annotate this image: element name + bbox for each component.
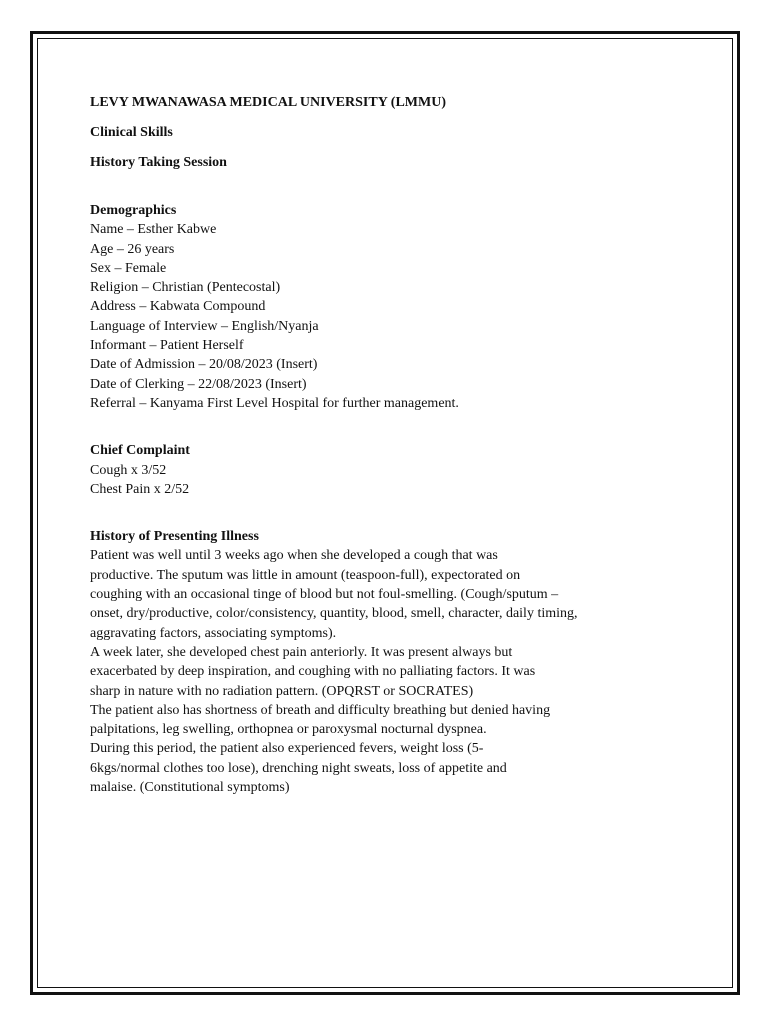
hpi-line: sharp in nature with no radiation pattern. (OPQRST or SOCRATES)	[90, 683, 474, 699]
hpi-line: During this period, the patient also experienced fevers, weight loss (5-	[90, 741, 484, 757]
course-title: Clinical Skills	[90, 125, 173, 140]
chief-complaint-heading: Chief Complaint	[90, 443, 190, 459]
document-body	[90, 93, 630, 797]
hpi-line: productive. The sputum was little in amount (teaspoon-full), expectorated on	[90, 567, 521, 583]
demographics-name: Name – Esther Kabwe	[90, 222, 217, 238]
hpi-section	[90, 527, 630, 797]
hpi-line: malaise. (Constitutional symptoms)	[90, 780, 290, 796]
chief-complaint-item: Chest Pain x 2/52	[90, 481, 190, 497]
demographics-language: Language of Interview – English/Nyanja	[90, 318, 319, 334]
hpi-line: Patient was well until 3 weeks ago when she developed a cough that was	[90, 548, 498, 564]
demographics-age: Age – 26 years	[90, 241, 175, 257]
demographics-informant: Informant – Patient Herself	[90, 338, 244, 354]
university-title: LEVY MWANAWASA MEDICAL UNIVERSITY (LMMU)	[90, 95, 446, 110]
demographics-section	[90, 201, 630, 413]
demographics-referral: Referral – Kanyama First Level Hospital for further management.	[90, 395, 459, 411]
hpi-line: onset, dry/productive, color/consistency, quantity, blood, smell, character, daily timing,	[90, 606, 578, 622]
hpi-line: aggravating factors, associating symptoms).	[90, 625, 337, 641]
hpi-line: A week later, she developed chest pain anteriorly. It was present always but	[90, 644, 513, 660]
demographics-religion: Religion – Christian (Pentecostal)	[90, 280, 281, 296]
chief-complaint-section	[90, 441, 630, 499]
hpi-line: palpitations, leg swelling, orthopnea or paroxysmal nocturnal dyspnea.	[90, 722, 487, 738]
chief-complaint-item: Cough x 3/52	[90, 462, 167, 478]
demographics-heading: Demographics	[90, 203, 177, 218]
hpi-heading: History of Presenting Illness	[90, 529, 259, 545]
demographics-admission-date: Date of Admission – 20/08/2023 (Insert)	[90, 357, 318, 373]
demographics-sex: Sex – Female	[90, 260, 167, 276]
demographics-clerking-date: Date of Clerking – 22/08/2023 (Insert)	[90, 376, 307, 392]
hpi-line: 6kgs/normal clothes too lose), drenching night sweats, loss of appetite and	[90, 760, 507, 776]
session-title: History Taking Session	[90, 155, 227, 170]
demographics-address: Address – Kabwata Compound	[90, 299, 266, 315]
hpi-line: The patient also has shortness of breath and difficulty breathing but denied having	[90, 702, 551, 718]
hpi-line: exacerbated by deep inspiration, and coughing with no palliating factors. It was	[90, 664, 536, 680]
hpi-line: coughing with an occasional tinge of blood but not foul-smelling. (Cough/sputum –	[90, 587, 559, 603]
